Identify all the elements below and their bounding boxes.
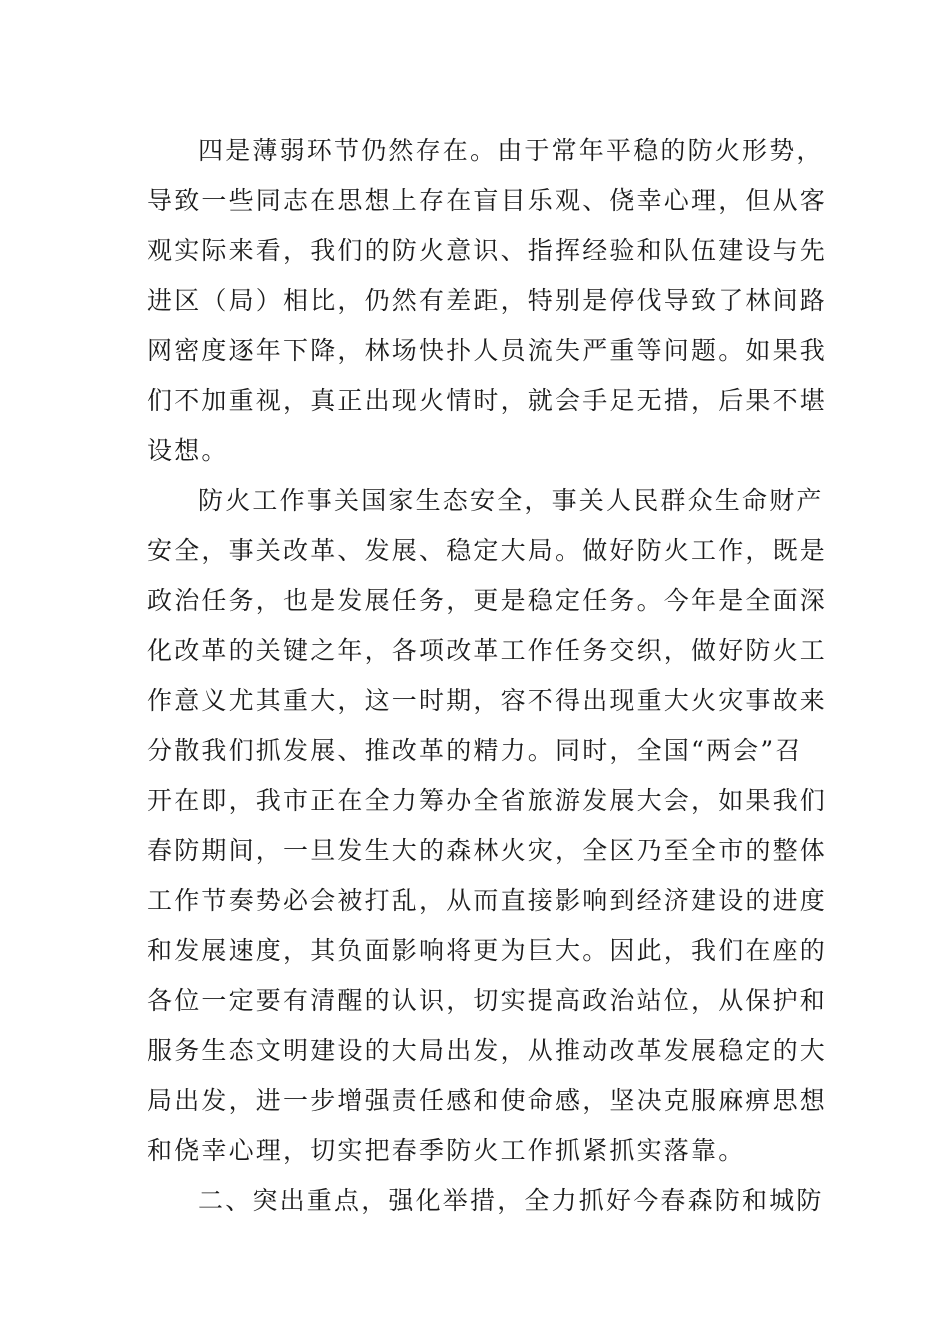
paragraph-line: 政治任务，也是发展任务，更是稳定任务。今年是全面深	[147, 586, 828, 615]
paragraph-line: 化改革的关键之年，各项改革工作任务交织，做好防火工	[147, 636, 828, 665]
paragraph-line: 安全，事关改革、发展、稳定大局。做好防火工作，既是	[147, 536, 828, 565]
paragraph-line: 网密度逐年下降，林场快扑人员流失严重等问题。如果我	[147, 336, 828, 365]
paragraph-line: 导致一些同志在思想上存在盲目乐观、侥幸心理，但从客	[147, 186, 828, 215]
paragraph-line: 和发展速度，其负面影响将更为巨大。因此，我们在座的	[147, 936, 828, 965]
paragraph-line: 防火工作事关国家生态安全，事关人民群众生命财产	[198, 486, 824, 515]
paragraph-line: 作意义尤其重大，这一时期，容不得出现重大火灾事故来	[147, 686, 828, 715]
paragraph-weak-links	[147, 126, 828, 476]
paragraph-line: 工作节奏势必会被打乱，从而直接影响到经济建设的进度	[147, 886, 828, 915]
section-heading-two	[147, 1176, 824, 1226]
paragraph-line: 各位一定要有清醒的认识，切实提高政治站位，从保护和	[147, 986, 828, 1015]
section-heading-line: 二、突出重点，强化举措，全力抓好今春森防和城防	[198, 1186, 824, 1215]
paragraph-line: 局出发，进一步增强责任感和使命感，坚决克服麻痹思想	[147, 1086, 828, 1115]
paragraph-line: 进区（局）相比，仍然有差距，特别是停伐导致了林间路	[147, 286, 828, 315]
paragraph-line: 四是薄弱环节仍然存在。由于常年平稳的防火形势，	[198, 136, 824, 165]
paragraph-line: 分散我们抓发展、推改革的精力。同时，全国“两会”召	[147, 736, 803, 765]
paragraph-line: 春防期间，一旦发生大的森林火灾，全区乃至全市的整体	[147, 836, 828, 865]
paragraph-line: 观实际来看，我们的防火意识、指挥经验和队伍建设与先	[147, 236, 828, 265]
paragraph-line: 和侥幸心理，切实把春季防火工作抓紧抓实落靠。	[147, 1136, 746, 1165]
paragraph-line: 开在即，我市正在全力筹办全省旅游发展大会，如果我们	[147, 786, 828, 815]
document-body	[147, 126, 828, 1226]
paragraph-line: 服务生态文明建设的大局出发，从推动改革发展稳定的大	[147, 1036, 828, 1065]
paragraph-line: 设想。	[147, 436, 229, 465]
paragraph-line: 们不加重视，真正出现火情时，就会手足无措，后果不堪	[147, 386, 828, 415]
paragraph-fire-prevention-importance	[147, 476, 828, 1176]
